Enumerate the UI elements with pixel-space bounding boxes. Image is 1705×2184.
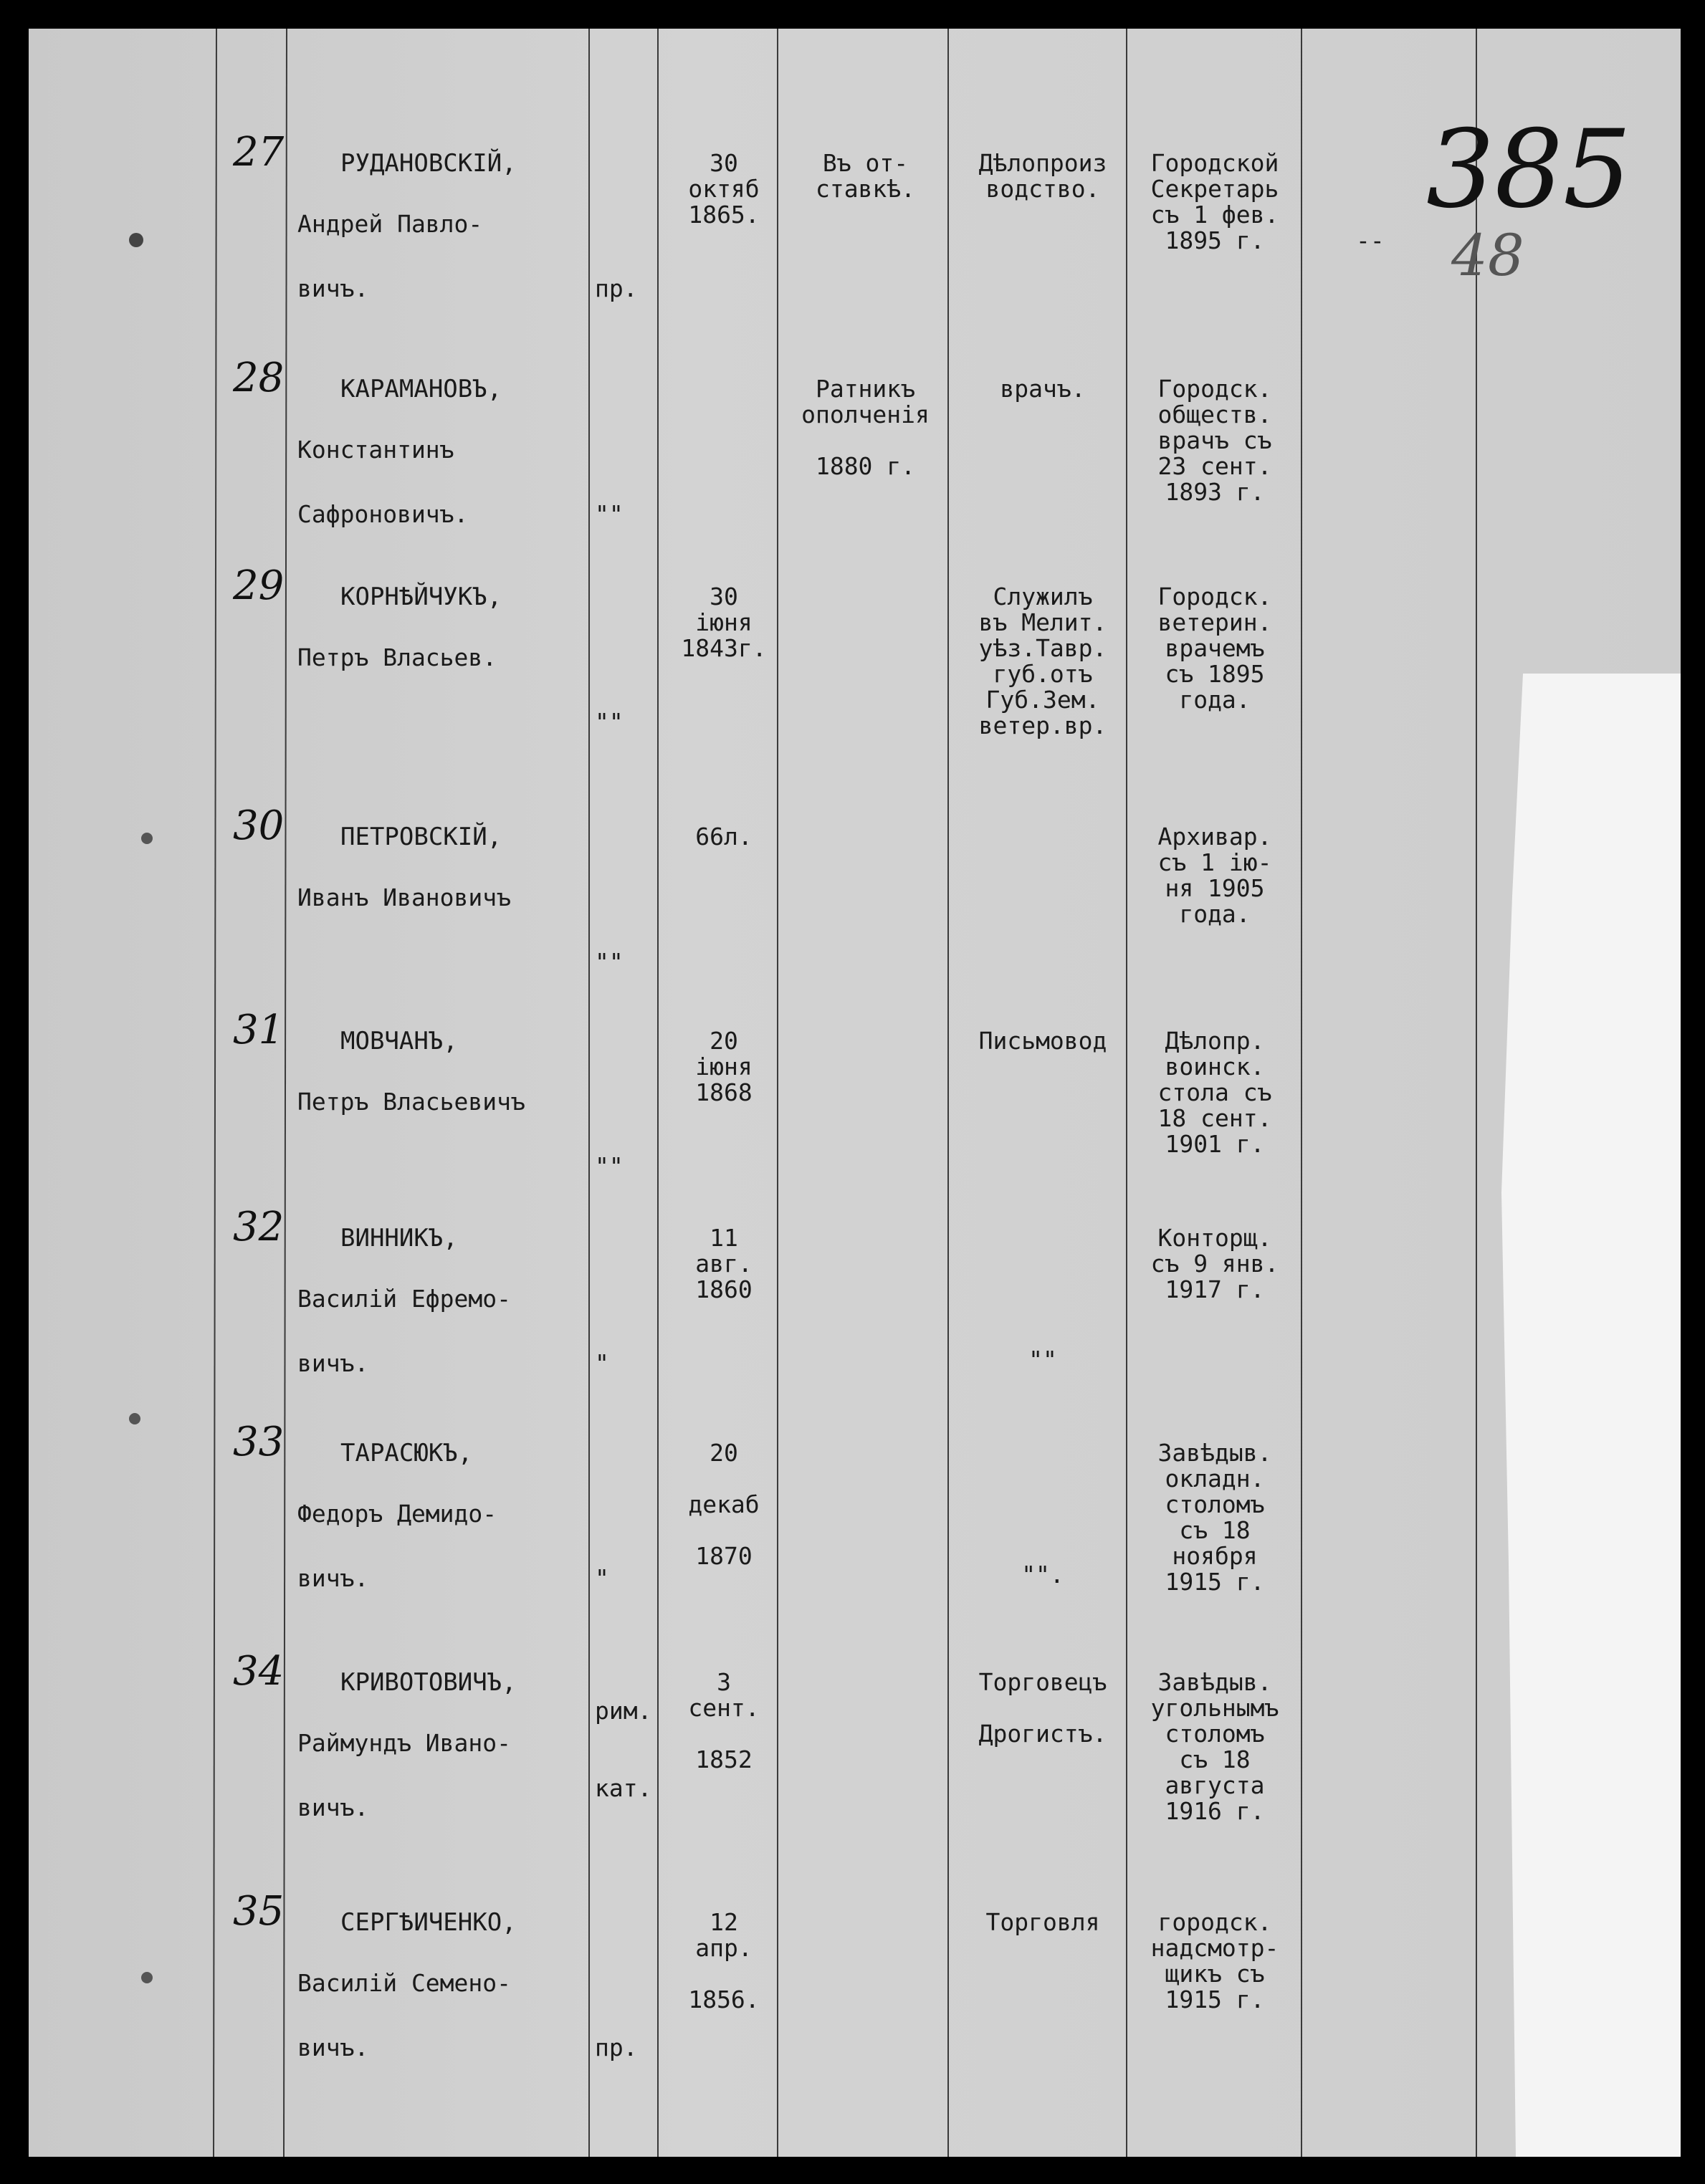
row-number-handwritten: 30 xyxy=(233,803,285,849)
given-name-continuation: Сафроновичъ. xyxy=(297,500,469,528)
binding-hole-mark xyxy=(141,1972,153,1983)
birth-date-cell: 3 сент. 1852 xyxy=(688,1668,760,1773)
prior-service-cell: врачъ. xyxy=(1000,375,1086,403)
current-position-cell: Городск. ветерин. врачемъ съ 1895 года. xyxy=(1157,583,1272,714)
birth-date-cell: 66л. xyxy=(695,823,753,851)
given-name-patronymic: Василiй Ефремо- xyxy=(297,1285,512,1313)
estate-cell: "" xyxy=(595,1152,624,1180)
given-name-patronymic: Федоръ Демидо- xyxy=(297,1500,497,1528)
current-position-cell: городск. надсмотр- щикъ съ 1915 г. xyxy=(1150,1908,1279,2013)
given-name-continuation: вичъ. xyxy=(297,1349,369,1377)
current-position-cell: Городской Секретарь съ 1 фев. 1895 г. xyxy=(1150,149,1279,254)
prior-service-cell: "". xyxy=(1021,1561,1064,1589)
given-name-continuation: вичъ. xyxy=(297,2034,369,2061)
current-position-cell: Завѣдыв. угольнымъ столомъ съ 18 августа 1916 г. xyxy=(1150,1668,1279,1825)
estate-cell: пр. xyxy=(595,274,638,302)
military-status-cell: Въ от- ставкѣ. xyxy=(815,149,916,203)
estate-cell: " xyxy=(595,1564,609,1592)
given-name-patronymic: Константинъ xyxy=(297,436,454,464)
binding-hole-mark xyxy=(129,233,143,247)
birth-date-cell: 30 iюня 1843г. xyxy=(681,583,767,662)
surname: ВИННИКЪ, xyxy=(340,1224,458,1253)
binding-hole-mark xyxy=(129,1413,140,1424)
given-name-patronymic: Василiй Семено- xyxy=(297,1969,512,1997)
birth-date-cell: 30 октяб 1865. xyxy=(688,149,760,229)
row-number-handwritten: 27 xyxy=(233,129,285,176)
estate-cell: пр. xyxy=(595,2034,638,2061)
secondary-page-number-handwritten: 48 xyxy=(1451,222,1524,289)
given-name-patronymic: Андрей Павло- xyxy=(297,210,483,238)
column-rules xyxy=(29,29,1681,2157)
birth-date-cell: 11 авг. 1860 xyxy=(695,1224,753,1303)
row-number-handwritten: 33 xyxy=(233,1419,285,1465)
birth-date-cell: 20 iюня 1868 xyxy=(695,1027,753,1106)
birth-date-cell: 12 апр. 1856. xyxy=(688,1908,760,2013)
prior-service-cell: Служилъ въ Мелит. уѣз.Тавр. губ.отъ Губ.Зем. ветер.вр. xyxy=(978,583,1107,739)
row-number-handwritten: 31 xyxy=(233,1007,285,1053)
birth-date-cell: 20 декаб 1870 xyxy=(688,1439,760,1570)
prior-service-cell: Дѣлопроиз водство. xyxy=(978,149,1107,203)
prior-service-cell: Письмовод xyxy=(978,1027,1107,1055)
surname: СЕРГѢИЧЕНКО, xyxy=(340,1908,517,1937)
estate-cell: "" xyxy=(595,500,624,528)
estate-cell: "" xyxy=(595,708,624,736)
surname: ПЕТРОВСКIЙ, xyxy=(340,823,502,851)
archive-page xyxy=(29,29,1681,2157)
given-name-patronymic: Петръ Власьев. xyxy=(297,643,497,671)
given-name-patronymic: Петръ Власьевичъ xyxy=(297,1088,525,1116)
header-dash: -- xyxy=(1356,226,1385,254)
row-number-handwritten: 28 xyxy=(233,355,285,401)
surname: КРИВОТОВИЧЪ, xyxy=(340,1668,517,1697)
rule-number xyxy=(284,29,287,2157)
rule-left-margin xyxy=(214,29,216,2157)
current-position-cell: Городск. обществ. врачъ съ 23 сент. 1893 г. xyxy=(1157,375,1272,506)
row-number-handwritten: 32 xyxy=(233,1204,285,1250)
current-position-cell: Завѣдыв. окладн. столомъ съ 18 ноября 1915 г. xyxy=(1157,1439,1272,1596)
row-number-handwritten: 34 xyxy=(233,1648,285,1695)
prior-service-cell: "" xyxy=(1028,1346,1057,1374)
current-position-cell: Конторщ. съ 9 янв. 1917 г. xyxy=(1150,1224,1279,1303)
surname: ТАРАСЮКЪ, xyxy=(340,1439,473,1467)
current-position-cell: Дѣлопр. воинск. стола съ 18 сент. 1901 г. xyxy=(1157,1027,1272,1158)
given-name-continuation: вичъ. xyxy=(297,1564,369,1592)
surname: КОРНѢЙЧУКЪ, xyxy=(340,583,502,611)
given-name-patronymic: Иванъ Ивановичъ xyxy=(297,883,512,911)
given-name-continuation: вичъ. xyxy=(297,1793,369,1821)
surname: КАРАМАНОВЪ, xyxy=(340,375,502,403)
row-number-handwritten: 35 xyxy=(233,1888,285,1935)
current-position-cell: Архивар. съ 1 iю- ня 1905 года. xyxy=(1157,823,1272,928)
prior-service-cell: Торговецъ Дрогистъ. xyxy=(978,1668,1107,1748)
military-status-cell: Ратникъ ополченiя 1880 г. xyxy=(801,375,930,480)
binding-hole-mark xyxy=(141,833,153,844)
estate-cell: " xyxy=(595,1349,609,1377)
given-name-patronymic: Раймундъ Ивано- xyxy=(297,1729,512,1757)
prior-service-cell: Торговля xyxy=(985,1908,1100,1936)
estate-cell: "" xyxy=(595,948,624,976)
given-name-continuation: вичъ. xyxy=(297,274,369,302)
row-number-handwritten: 29 xyxy=(233,562,285,609)
estate-cell: рим. кат. xyxy=(595,1697,652,1802)
surname: РУДАНОВСКIЙ, xyxy=(340,149,517,178)
page-number-handwritten: 385 xyxy=(1426,107,1632,232)
surname: МОВЧАНЪ, xyxy=(340,1027,458,1055)
